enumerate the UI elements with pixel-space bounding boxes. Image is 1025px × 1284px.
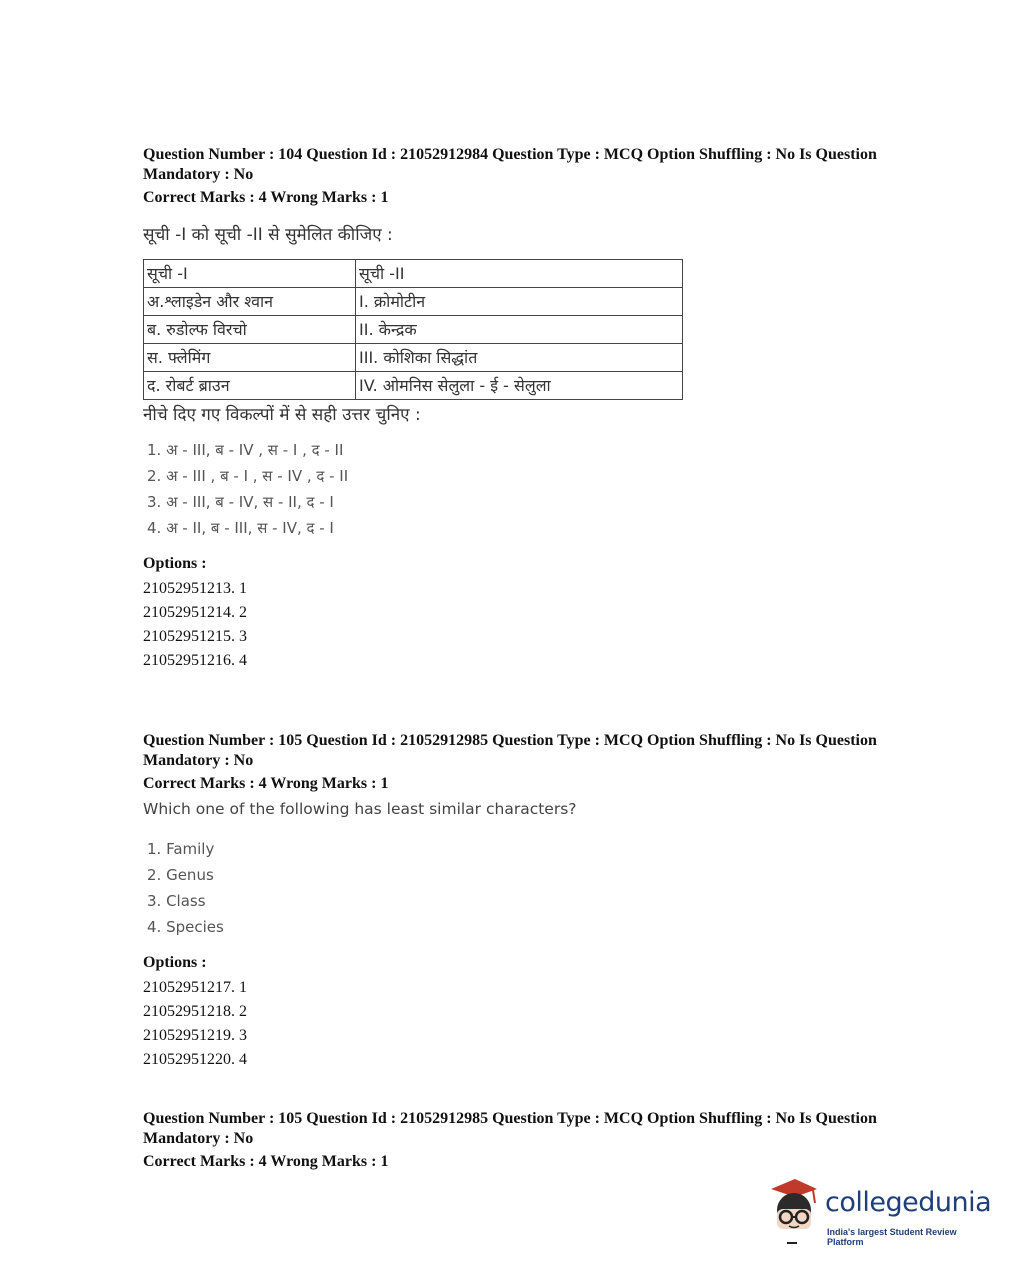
question-104 bbox=[143, 145, 883, 673]
choice-list bbox=[147, 836, 883, 940]
table-cell: ब. रुडोल्फ विरचो bbox=[144, 315, 356, 343]
table-cell: I. क्रोमोटीन bbox=[356, 287, 683, 315]
mascot-icon bbox=[765, 1175, 823, 1245]
options-label: Options : bbox=[143, 554, 207, 572]
list-item: 1. Family bbox=[147, 839, 215, 858]
question-header: Question Number : 105 Question Id : 21052912985 Question Type : MCQ Option Shuffling : No Is Question Mandatory : No bbox=[143, 732, 877, 769]
question-marks: Correct Marks : 4 Wrong Marks : 1 bbox=[143, 775, 389, 792]
list-item: 4. Species bbox=[147, 917, 224, 936]
list-item: 21052951217. 1 bbox=[143, 978, 247, 996]
list-item: 4. अ - II, ब - III, स - IV, द - I bbox=[147, 518, 334, 537]
table-cell: सूची -I bbox=[144, 259, 356, 287]
list-item: 21052951215. 3 bbox=[143, 627, 247, 645]
choice-list bbox=[147, 437, 883, 541]
question-prompt: सूची -I को सूची -II से सुमेलित कीजिए : bbox=[143, 224, 393, 245]
list-item: 21052951220. 4 bbox=[143, 1050, 247, 1068]
list-item: 2. Genus bbox=[147, 865, 214, 884]
list-item: 1. अ - III, ब - IV , स - I , द - II bbox=[147, 440, 344, 459]
list-item: 21052951219. 3 bbox=[143, 1026, 247, 1044]
collegedunia-logo bbox=[765, 1175, 995, 1247]
table-cell: स. फ्लेमिंग bbox=[144, 343, 356, 371]
table-cell: III. कोशिका सिद्धांत bbox=[356, 343, 683, 371]
logo-wordmark: collegedunia bbox=[825, 1187, 992, 1218]
list-item: 21052951213. 1 bbox=[143, 579, 247, 597]
table-cell: सूची -II bbox=[356, 259, 683, 287]
table-cell: IV. ओमनिस सेलुला - ई - सेलुला bbox=[356, 371, 683, 399]
table-row bbox=[144, 371, 683, 399]
question-marks: Correct Marks : 4 Wrong Marks : 1 bbox=[143, 1153, 389, 1170]
table-row bbox=[144, 287, 683, 315]
table-cell: II. केन्द्रक bbox=[356, 315, 683, 343]
table-cell: द. रोबर्ट ब्राउन bbox=[144, 371, 356, 399]
question-105-repeat bbox=[143, 1109, 883, 1172]
logo-tagline: India's largest Student Review Platform bbox=[827, 1227, 957, 1247]
list-item: 21052951218. 2 bbox=[143, 1002, 247, 1020]
table-row bbox=[144, 315, 683, 343]
question-105 bbox=[143, 731, 883, 1072]
list-item: 3. अ - III, ब - IV, स - II, द - I bbox=[147, 492, 334, 511]
list-item: 2. अ - III , ब - I , स - IV , द - II bbox=[147, 466, 349, 485]
table-cell: अ.श्लाइडेन और श्वान bbox=[144, 287, 356, 315]
table-row bbox=[144, 343, 683, 371]
list-item: 3. Class bbox=[147, 891, 206, 910]
question-header: Question Number : 104 Question Id : 21052912984 Question Type : MCQ Option Shuffling : No Is Question Mandatory : No bbox=[143, 146, 877, 183]
list-item: 21052951214. 2 bbox=[143, 603, 247, 621]
question-instruction: नीचे दिए गए विकल्पों में से सही उत्तर चुनिए : bbox=[143, 404, 421, 425]
options-list bbox=[143, 577, 883, 673]
options-label: Options : bbox=[143, 953, 207, 971]
table-row bbox=[144, 259, 683, 287]
question-prompt: Which one of the following has least similar characters? bbox=[143, 799, 577, 818]
question-marks: Correct Marks : 4 Wrong Marks : 1 bbox=[143, 189, 389, 206]
question-header: Question Number : 105 Question Id : 21052912985 Question Type : MCQ Option Shuffling : No Is Question Mandatory : No bbox=[143, 1110, 877, 1147]
matching-table bbox=[143, 259, 683, 400]
options-list bbox=[143, 976, 883, 1072]
list-item: 21052951216. 4 bbox=[143, 651, 247, 669]
